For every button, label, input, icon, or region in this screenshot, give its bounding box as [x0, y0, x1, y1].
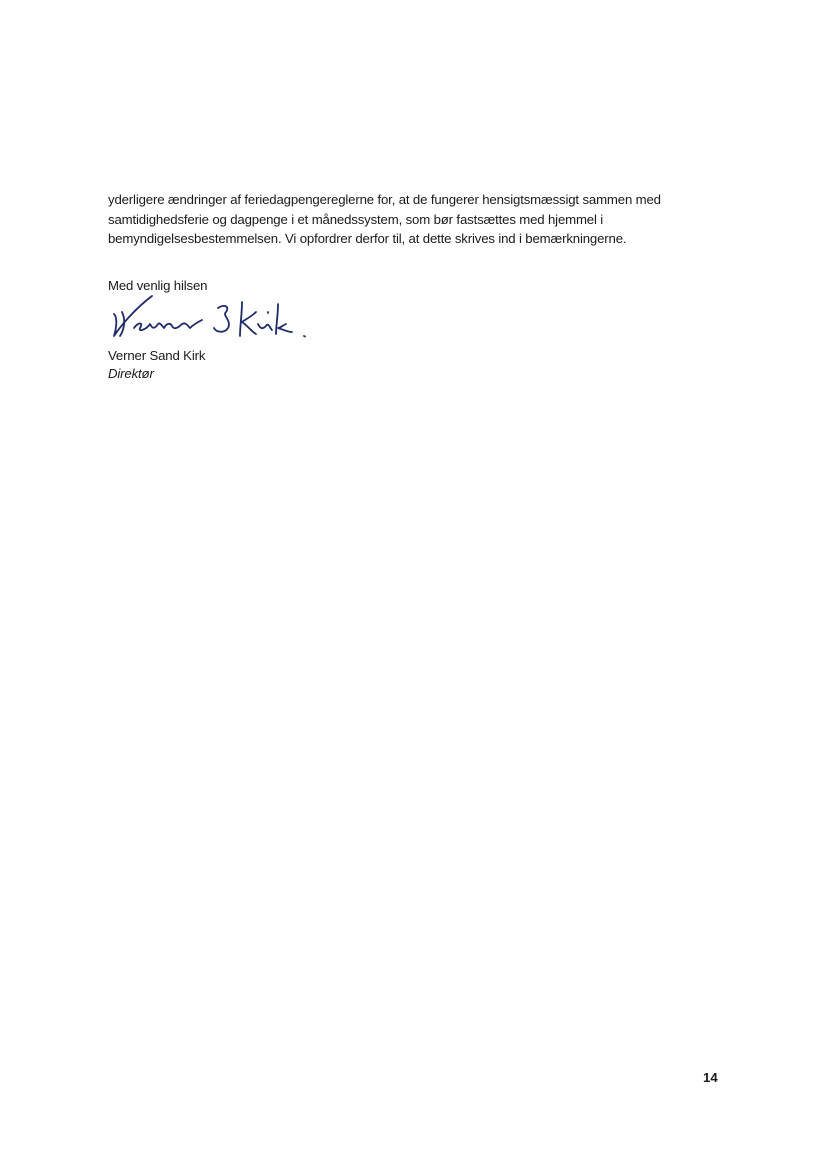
signer-title: Direktør — [108, 366, 154, 381]
signer-name: Verner Sand Kirk — [108, 348, 206, 363]
handwritten-signature — [100, 290, 320, 346]
body-line: yderligere ændringer af feriedagpengereglerne for, at de fungerer hensigtsmæssigt sammen med — [108, 192, 661, 207]
body-line: samtidighedsferie og dagpenge i et månedssystem, som bør fastsættes med hjemmel i — [108, 211, 604, 227]
body-line: bemyndigelsesbestemmelsen. Vi opfordrer derfor til, at dette skrives ind i bemærkningerne. — [108, 231, 627, 246]
page-number: 14 — [703, 1070, 718, 1085]
closing-salutation: Med venlig hilsen — [108, 278, 208, 293]
body-paragraph — [108, 190, 708, 249]
